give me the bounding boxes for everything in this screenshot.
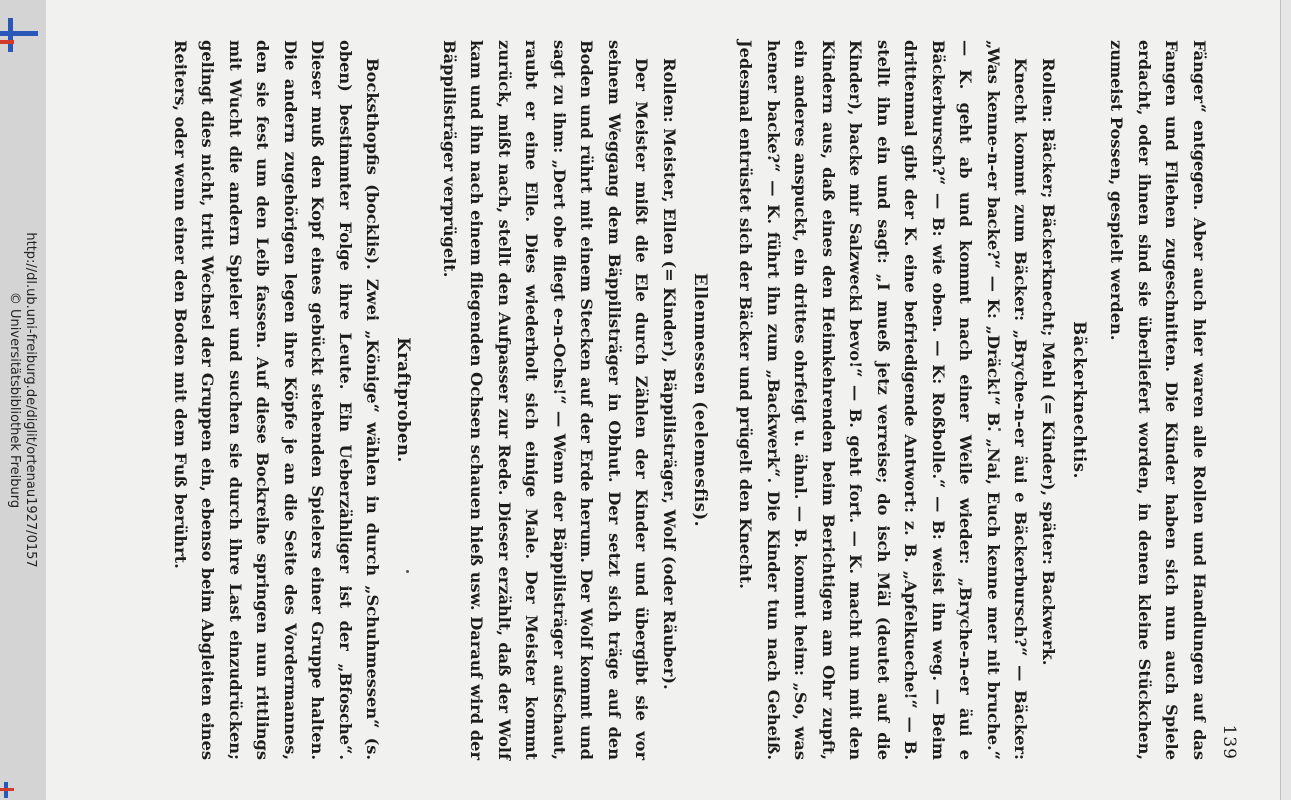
watermark-copyright: © Universitätsbibliothek Freiburg bbox=[7, 291, 22, 509]
section-heading-kraftproben: Kraftproben. bbox=[394, 337, 414, 463]
intro-paragraph: Fänger“ entgegen. Aber auch hier waren alle Rollen und Handlungen auf das Fangen und Fliehen zugeschnitten. Die Kinder haben sich nun auch Spiele erdacht, oder ihnen sind sie überliefert worden, in denen kleine Stückchen, zumeist Possen, gespielt werden. bbox=[1107, 40, 1209, 760]
page-number: 139 bbox=[1219, 724, 1239, 760]
section-paragraph: Der Meister mißt die Ele durch Zählen der Kinder und übergibt sie vor seinem Weggang dem Bäppilisträger in Obhut. Der setzt sich träge auf den Boden und rührt mit einem Stecken auf der Erde herum. Der Wolf kommt und sagt zu ihm: „Dert obe fliegt e-n-Ochs!“ — Wenn der Bäppilisträger aufschaut, raubt er eine Elle. Dies wiederholt sich einige Male. Der Meister kommt zurück, mißt nach, stellt den Aufpasser zur Rede. Dieser erzählt, daß der Wolf kam und ihn nach einem fliegenden Ochsen schauen hieß usw. Darauf wird der Bäppilisträger verprügelt. bbox=[440, 40, 652, 760]
section-paragraph: Rollen: Bäcker; Bäckerknecht; Mehl (= Kinder), später: Backwerk. bbox=[1039, 58, 1058, 666]
scanned-page bbox=[46, 0, 1280, 800]
section-paragraph: Knecht kommt zum Bäcker: „Bryche-n-er äui e Bäckerbursch?“ — Bäcker: „Was kenne-n-er backe?“ — K: „Dräck!“ B. „Nai, Euch kenne mer nit bruche.“ — K. geht ab und kommt nach einer Weile wieder: „Bryche-n-er äui e Bäckerbursch?“ — B: wie oben. — K: Roßbolle.“ — B: weist ihn weg. — Beim drittenmal gibt der K. eine befriedigende Antwort: z. B. „Apfelkueche!“ — B. stellt ihn ein und sagt: „I mueß jetz verreise; do isch Mäl (deutet auf die Kinder), backe mir Salzwecki bevo!“ — B. geht fort. — K. macht nun mit den Kindern aus, daß eines den Heimkehrenden beim Berichtigen am Ohr zupft, ein anderes anspuckt, ein drittes ohrfeigt u. ähnl. — B. kommt heim: „So, was hener backe?“ — K. führt ihn zum „Backwerk“. Die Kinder tun nach Geheiß. Jedesmal entrüstet sich der Bäcker und prügelt den Knecht. bbox=[736, 40, 1031, 760]
viewer-right-edge bbox=[1280, 0, 1291, 800]
section-heading-ellenmessen: Ellenmessen (eelemesfis). bbox=[691, 273, 710, 527]
bottom-left-marker-icon bbox=[0, 782, 16, 798]
digitization-watermark bbox=[6, 232, 38, 567]
watermark-url: http://dl.ub.uni-freiburg.de/diglit/ortenau1927/0157 bbox=[23, 232, 38, 568]
section-heading-baeckerknechtis: Bäckerknechtis. bbox=[1070, 321, 1089, 479]
top-left-marker-icon bbox=[0, 18, 40, 52]
page-content bbox=[73, 10, 1253, 790]
section-paragraph: Bocksthopfis (bocklis). Zwei „Könige“ wählen in durch „Schuhmessen“ (s. oben) bestimmter Folge ihre Leute. Ein Ueberzähliger ist der „Bfosche“. Dieser muß den Kopf eines gebückt stehenden Spielers einer Gruppe halten. Die andern zugehörigen legen ihre Köpfe je an die Seite des Vordermannes, den sie fest um den Leib fassen. Auf diese Bockreihe springen nun rittlings mit Wucht die andern Spieler und suchen sie durch ihre Last einzudrücken; gelingt dies nicht, tritt Wechsel der Gruppen ein, ebenso beim Abgleiten eines Reiters, oder wenn einer den Boden mit dem Fuß berührt. bbox=[171, 40, 383, 760]
section-paragraph: Rollen: Meister, Ellen (= Kinder), Bäppilisträger, Wolf (oder Räuber). bbox=[660, 58, 679, 690]
